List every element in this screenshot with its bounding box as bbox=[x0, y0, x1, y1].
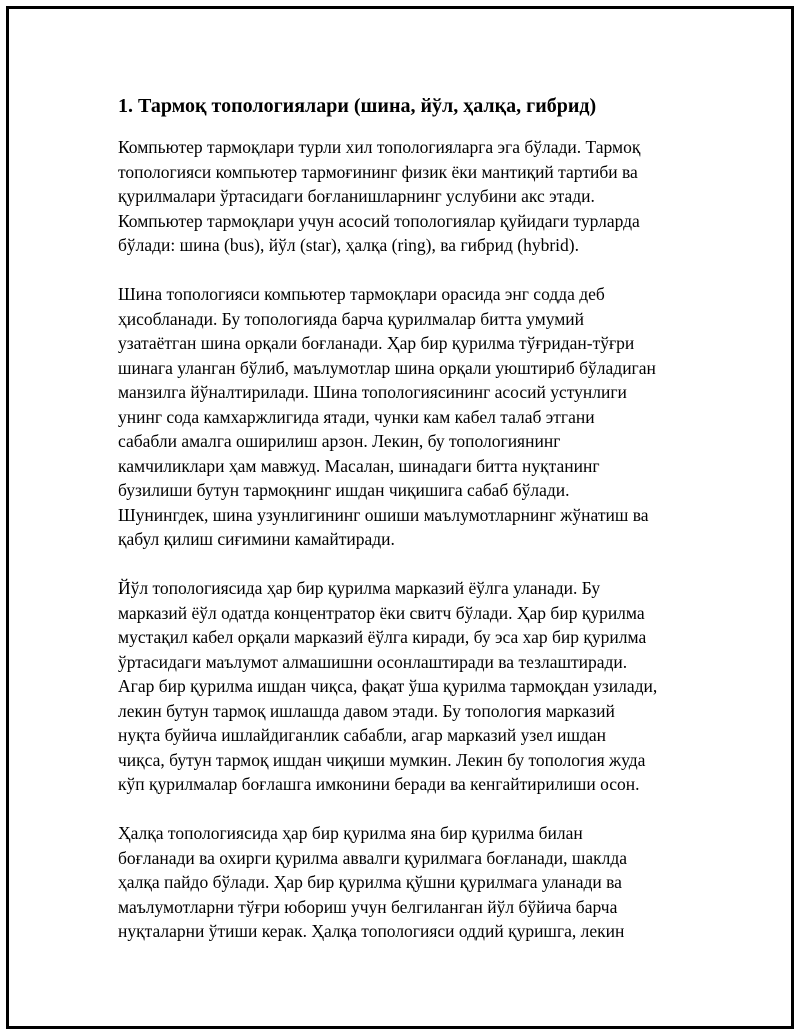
intro-paragraph bbox=[118, 135, 698, 258]
text-line: нуқталарни ўтиши керак. Ҳалқа топологияси оддий қуришга, лекин bbox=[118, 921, 625, 941]
text-line: чиқса, бутун тармоқ ишдан чиқиши мумкин. Лекин бу топология жуда bbox=[118, 749, 646, 770]
text-line: боғланади ва охирги қурилма аввалги қурилмага боғланади, шаклда bbox=[118, 847, 627, 868]
star-topology-paragraph bbox=[118, 576, 698, 797]
section-heading: 1. Тармоқ топологиялари (шина, йўл, ҳалқа, гибрид) bbox=[118, 95, 597, 117]
text-line: марказий ёўл одатда концентратор ёки свитч бўлади. Ҳар бир қурилма bbox=[118, 602, 645, 623]
paragraphs-container bbox=[118, 135, 698, 944]
text-line: сабабли амалга оширилиш арзон. Лекин, бу топологиянинг bbox=[118, 431, 561, 451]
text-line: Компьютер тармоқлари учун асосий топологиялар қуйидаги турларда bbox=[118, 210, 640, 231]
ring-topology-paragraph bbox=[118, 821, 698, 944]
text-line: Йўл топологиясида ҳар бир қурилма марказий ёўлга уланади. Бу bbox=[118, 578, 601, 598]
text-line: ҳалқа пайдо бўлади. Ҳар бир қурилма қўшни қурилмага уланади ва bbox=[118, 872, 622, 892]
text-line: мустақил кабел орқали марказий ёўлга киради, бу эса хар бир қурилма bbox=[118, 627, 647, 647]
text-line: нуқта буйича ишлайдиганлик сабабли, агар марказий узел ишдан bbox=[118, 725, 607, 745]
text-line: кўп қурилмалар боғлашга имконини беради ва кенгайтирилиши осон. bbox=[118, 774, 640, 794]
text-line: ўртасидаги маълумот алмашишни осонлаштиради ва тезлаштиради. bbox=[118, 651, 628, 672]
text-line: қурилмалари ўртасидаги боғланишларнинг услубини акс этади. bbox=[118, 186, 595, 206]
text-line: бўлади: шина (bus), йўл (star), ҳалқа (ring), ва гибрид (hybrid). bbox=[118, 235, 579, 255]
text-line: шинага уланган бўлиб, маълумотлар шина орқали уюштириб бўладиган bbox=[118, 357, 656, 378]
text-line: маълумотларни тўғри юбориш учун белгиланган йўл бўйича барча bbox=[118, 896, 618, 917]
text-line: Агар бир қурилма ишдан чиқса, фақат ўша қурилма тармоқдан узилади, bbox=[118, 676, 658, 696]
text-line: топологияси компьютер тармоғининг физик ёки мантиқий тартиби ва bbox=[118, 161, 638, 182]
text-line: камчиликлари ҳам мавжуд. Масалан, шинадаги битта нуқтанинг bbox=[118, 455, 600, 476]
document-body bbox=[118, 92, 698, 968]
text-line: Шина топологияси компьютер тармоқлари орасида энг содда деб bbox=[118, 284, 605, 304]
text-line: узатаётган шина орқали боғланади. Ҳар бир қурилма тўғридан-тўғри bbox=[118, 333, 635, 353]
bus-topology-paragraph bbox=[118, 282, 698, 552]
text-line: ҳисобланади. Бу топологияда барча қурилмалар битта умумий bbox=[118, 308, 585, 329]
text-line: Шунингдек, шина узунлигининг ошиши маълумотларнинг жўнатиш ва bbox=[118, 504, 649, 525]
text-line: бузилиши бутун тармоқнинг ишдан чиқишига сабаб бўлади. bbox=[118, 480, 570, 500]
text-line: Компьютер тармоқлари турли хил топологияларга эга бўлади. Тармоқ bbox=[118, 137, 641, 157]
text-line: манзилга йўналтирилади. Шина топологиясининг асосий устунлиги bbox=[118, 382, 627, 402]
text-line: унинг сода камхаржлигида ятади, чунки кам кабел талаб этгани bbox=[118, 406, 595, 427]
text-line: лекин бутун тармоқ ишлашда давом этади. Бу топология марказий bbox=[118, 700, 615, 721]
text-line: қабул қилиш сиғимини камайтиради. bbox=[118, 529, 395, 549]
text-line: Ҳалқа топологиясида ҳар бир қурилма яна бир қурилма билан bbox=[118, 823, 583, 843]
